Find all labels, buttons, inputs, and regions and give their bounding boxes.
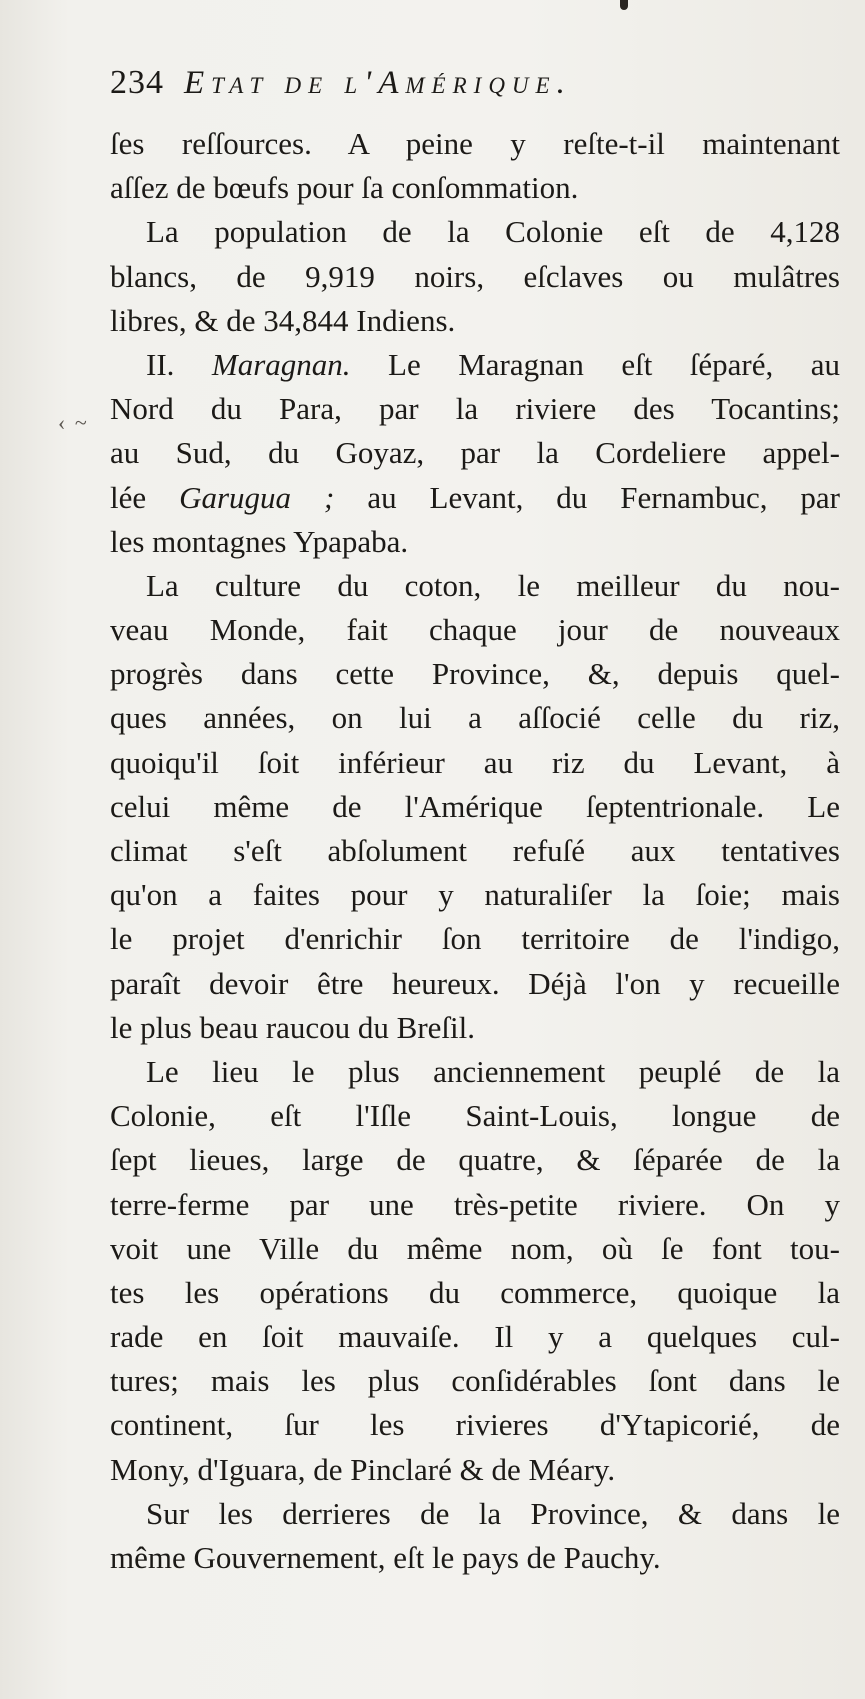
text-line: même Gouvernement, eſt le pays de Pauchy. [110, 1540, 661, 1575]
text-line: aſſez de bœufs pour ſa conſommation. [110, 170, 579, 206]
text-line: terre-ferme par une très-petite riviere. On y [110, 1186, 840, 1222]
text-line: ques années, on lui a aſſocié celle du riz, [110, 700, 840, 736]
text-line: progrès dans cette Province, &, depuis quel- [110, 656, 840, 692]
page-number: 234 [110, 64, 164, 101]
text-line: Colonie, eſt l'Iſle Saint-Louis, longue de [110, 1098, 840, 1134]
text-line: le projet d'enrichir ſon territoire de l'indigo, [110, 921, 840, 957]
binding-mark [620, 0, 628, 10]
section-title: Maragnan. [211, 346, 351, 382]
text-line: climat s'eſt abſolument refuſé aux tentatives [110, 833, 840, 868]
text-line: ſes reſſources. A peine y reſte-t-il maintenant [110, 126, 840, 161]
text-fragment: au Levant, du Fernambuc, par [367, 479, 841, 515]
text-line: au Sud, du Goyaz, par la Cordeliere appel- [110, 435, 840, 471]
text-line [110, 343, 840, 387]
place-name-italic: Garugua ; [179, 479, 335, 515]
text-line: Mony, d'Iguara, de Pinclaré & de Méary. [110, 1451, 616, 1487]
section-numeral: II. [146, 346, 175, 382]
text-line: qu'on a faites pour y naturaliſer la ſoie; mais [110, 877, 840, 913]
text-line: le plus beau raucou du Breſil. [110, 1009, 476, 1045]
text-line: continent, ſur les rivieres d'Ytapicorié, de [110, 1407, 840, 1443]
text-fragment: lée [110, 479, 147, 515]
body-text [110, 122, 840, 1580]
text-line: blancs, de 9,919 noirs, eſclaves ou mulâtres [110, 258, 840, 294]
running-title: Etat de l'Amérique. [184, 65, 572, 101]
text-fragment: Le Maragnan eſt ſéparé, au [388, 346, 841, 382]
text-line: paraît devoir être heureux. Déjà l'on y recueille [110, 965, 840, 1001]
text-line: quoiqu'il ſoit inférieur au riz du Levant, à [110, 744, 840, 780]
text-line: ſept lieues, large de quatre, & ſéparée de la [110, 1142, 840, 1178]
text-line: Sur les derrieres de la Province, & dans le [146, 1495, 840, 1531]
text-line: les montagnes Ypapaba. [110, 523, 409, 559]
text-line: Le lieu le plus anciennement peuplé de la [146, 1053, 840, 1089]
text-line: La population de la Colonie eſt de 4,128 [146, 214, 840, 250]
text-line: La culture du coton, le meilleur du nou- [146, 567, 840, 603]
text-line: celui même de l'Amérique ſeptentrionale. Le [110, 788, 840, 824]
page-header [110, 64, 810, 104]
text-line: voit une Ville du même nom, où ſe font tou- [110, 1230, 840, 1266]
text-line: rade en ſoit mauvaiſe. Il y a quelques cul- [110, 1319, 840, 1355]
text-line: libres, & de 34,844 Indiens. [110, 302, 456, 338]
margin-annotation: ‹ ~ [58, 410, 89, 435]
text-line: veau Monde, fait chaque jour de nouveaux [110, 612, 840, 648]
text-line: Nord du Para, par la riviere des Tocantins; [110, 391, 840, 427]
text-line [110, 476, 840, 520]
text-line: tes les opérations du commerce, quoique la [110, 1274, 840, 1310]
text-line: tures; mais les plus conſidérables ſont dans le [110, 1363, 840, 1399]
